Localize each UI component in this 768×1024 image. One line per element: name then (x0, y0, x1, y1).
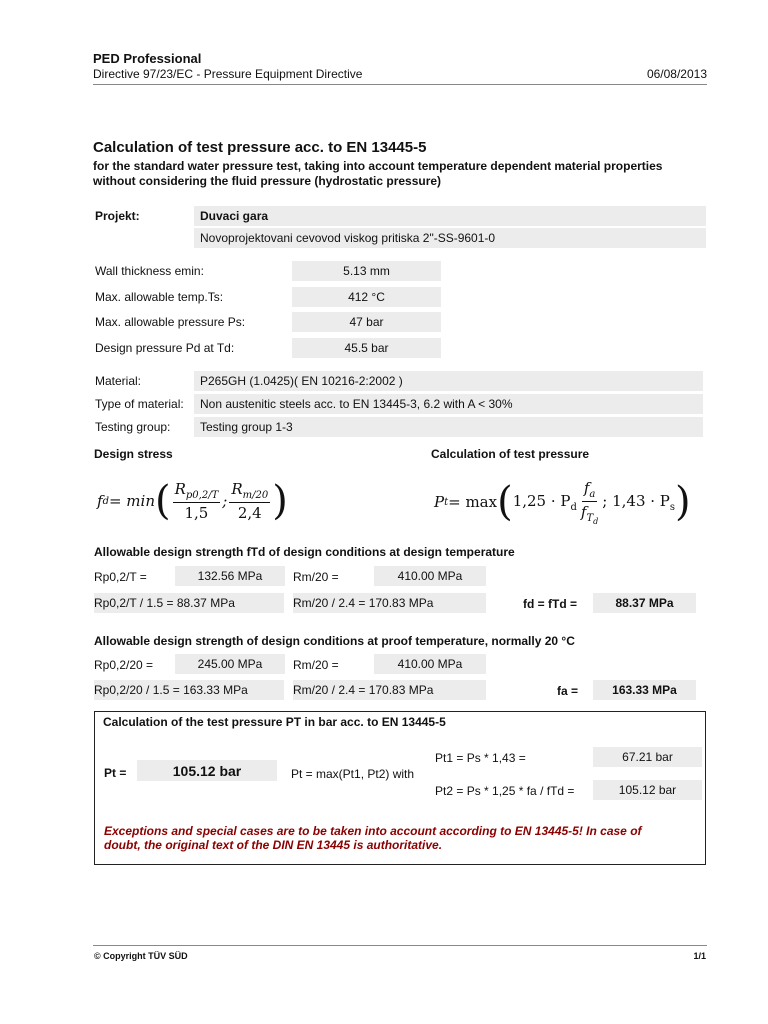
formula-fraction-fa: $\frac{f_a}{f_{T_d}}$ (580, 478, 599, 526)
rp-20-value: 245.00 MPa (175, 654, 285, 674)
proof-temp-heading: Allowable design strength of design conditions at proof temperature, normally 20 °C (94, 634, 575, 648)
project-description: Novoprojektovani cevovod viskog pritiska 2"-SS-9601-0 (194, 228, 706, 248)
fd-result-label: fd = fTd = (523, 597, 577, 611)
formula-symbol: P (434, 493, 445, 511)
param-label-wall-thickness: Wall thickness emin: (95, 264, 204, 278)
rp-20-div: Rp0,2/20 / 1.5 = 163.33 MPa (94, 680, 284, 700)
rm-20-value: 410.00 MPa (374, 566, 486, 586)
testing-group-value: Testing group 1-3 (194, 417, 703, 437)
formula-separator: ; (222, 492, 228, 510)
design-stress-formula (97, 476, 288, 526)
param-value-max-pressure: 47 bar (292, 312, 441, 332)
rp-t-label: Rp0,2/T = (94, 570, 147, 584)
formula-term-1: $1,25 \cdot P_d$ (512, 491, 577, 513)
formula-operator: = max (448, 493, 498, 511)
formula-fraction-rp: $\frac{R_{p0,2/T}}{1,5}$ (174, 480, 219, 522)
fa-result-label: fa = (557, 684, 579, 698)
pt-value: 105.12 bar (137, 760, 277, 781)
right-paren: ) (272, 478, 288, 524)
rp-20-label: Rp0,2/20 = (94, 658, 154, 672)
pt-label: Pt = (104, 766, 127, 780)
footer-rule (93, 945, 707, 946)
param-label-design-pressure: Design pressure Pd at Td: (95, 341, 235, 355)
copyright-text: © Copyright TÜV SÜD (94, 951, 188, 961)
material-type-label: Type of material: (95, 397, 184, 411)
material-label: Material: (95, 374, 142, 388)
result-panel (94, 711, 706, 865)
subtitle-line-2: without considering the fluid pressure (hydrostatic pressure) (93, 174, 442, 188)
warning-line-1: Exceptions and special cases are to be taken into account according to EN 13445-5! In case of (104, 824, 642, 838)
page-title: Calculation of test pressure acc. to EN 13445-5 (93, 139, 427, 156)
formula-term-2: ; $1,43 \cdot P_s$ (602, 491, 676, 513)
param-label-max-temp: Max. allowable temp.Ts: (95, 290, 224, 304)
material-value: P265GH (1.0425)( EN 10216-2:2002 ) (194, 371, 703, 391)
rm-20-proof-label: Rm/20 = (293, 658, 339, 672)
rp-t-value: 132.56 MPa (175, 566, 285, 586)
rm-20-proof-div: Rm/20 / 2.4 = 170.83 MPa (293, 680, 486, 700)
subtitle-line-1: for the standard water pressure test, taking into account temperature dependent material properties (93, 159, 663, 173)
header-rule (93, 84, 707, 85)
formula-subscript: d (102, 495, 109, 507)
project-label: Projekt: (95, 209, 140, 223)
test-pressure-formula (434, 476, 691, 528)
param-value-wall-thickness: 5.13 mm (292, 261, 441, 281)
pt2-label: Pt2 = Ps * 1,25 * fa / fTd = (435, 784, 575, 798)
page-number: 1/1 (693, 951, 706, 961)
param-value-max-temp: 412 °C (292, 287, 441, 307)
result-heading: Calculation of the test pressure PT in bar acc. to EN 13445-5 (103, 715, 446, 729)
project-name: Duvaci gara (194, 206, 706, 226)
pt1-value: 67.21 bar (593, 747, 702, 767)
rm-20-div: Rm/20 / 2.4 = 170.83 MPa (293, 593, 486, 613)
param-value-design-pressure: 45.5 bar (292, 338, 441, 358)
left-paren: ( (155, 478, 171, 524)
material-type-value: Non austenitic steels acc. to EN 13445-3, 6.2 with A < 30% (194, 394, 703, 414)
test-pressure-label: Calculation of test pressure (431, 447, 590, 461)
design-stress-label: Design stress (94, 447, 173, 461)
formula-fraction-rm: $\frac{R_{m/20}}{2,4}$ (231, 480, 269, 522)
pt2-value: 105.12 bar (593, 780, 702, 800)
formula-subscript: t (444, 496, 449, 508)
formula-operator: = min (108, 492, 155, 510)
pt1-label: Pt1 = Ps * 1,43 = (435, 751, 526, 765)
left-paren: ( (497, 479, 513, 525)
pt-max-text: Pt = max(Pt1, Pt2) with (291, 767, 415, 781)
app-title: PED Professional (93, 51, 202, 66)
design-temp-heading: Allowable design strength fTd of design conditions at design temperature (94, 545, 515, 559)
fa-result-value: 163.33 MPa (593, 680, 696, 700)
rp-t-div: Rp0,2/T / 1.5 = 88.37 MPa (94, 593, 284, 613)
rm-20-proof-value: 410.00 MPa (374, 654, 486, 674)
document-date: 06/08/2013 (646, 67, 707, 81)
param-label-max-pressure: Max. allowable pressure Ps: (95, 315, 246, 329)
warning-line-2: doubt, the original text of the DIN EN 13445 is authoritative. (104, 838, 443, 852)
right-paren: ) (675, 479, 691, 525)
testing-group-label: Testing group: (95, 420, 171, 434)
directive-text: Directive 97/23/EC - Pressure Equipment Directive (93, 67, 363, 81)
rm-20-label: Rm/20 = (293, 570, 339, 584)
formula-symbol: f (97, 492, 103, 510)
fd-result-value: 88.37 MPa (593, 593, 696, 613)
